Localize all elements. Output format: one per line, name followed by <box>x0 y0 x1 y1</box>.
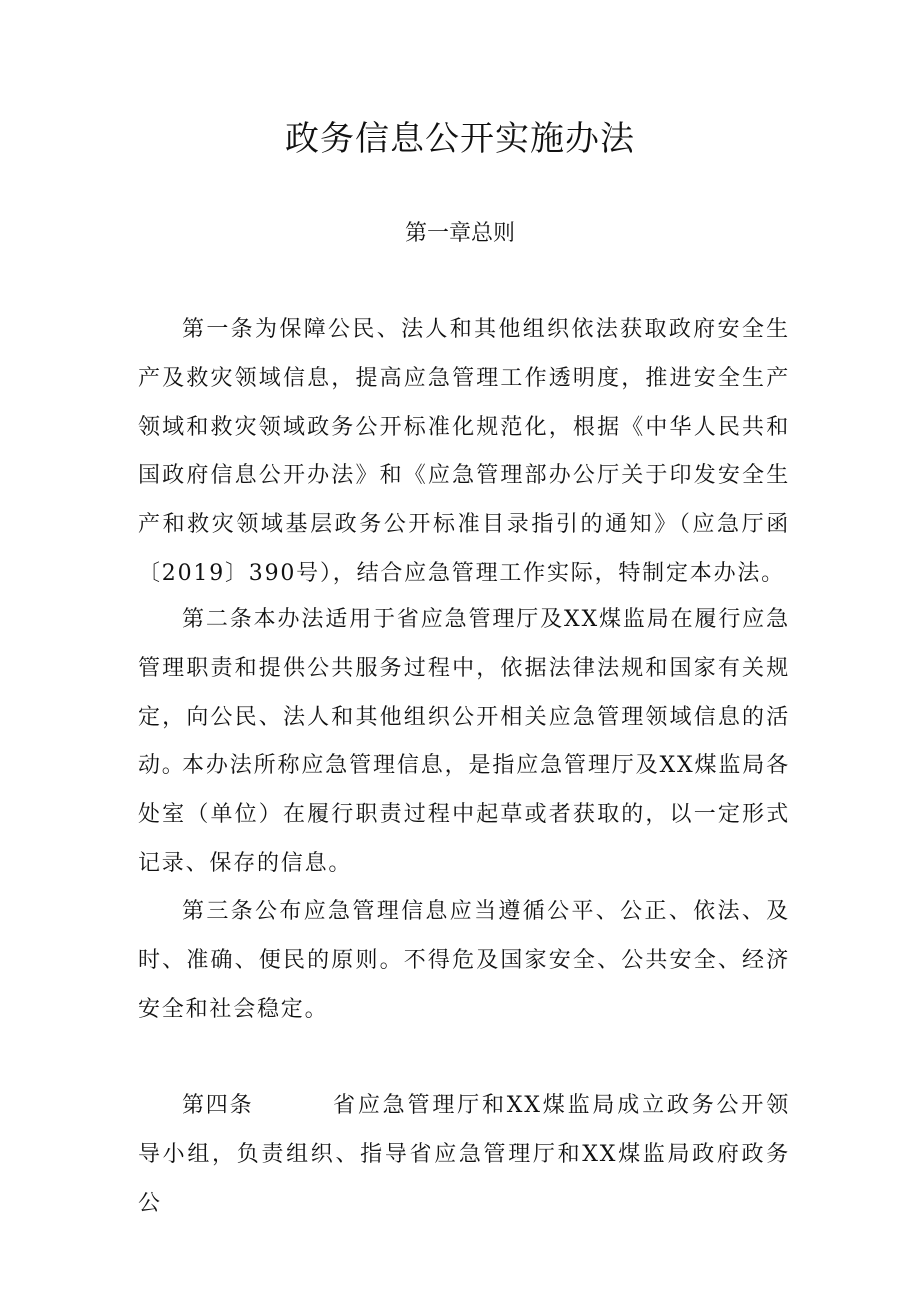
chapter-heading: 第一章总则 <box>404 221 515 246</box>
article-3-paragraph: 第三条公布应急管理信息应当遵循公平、公正、依法、及时、准确、便民的原则。不得危及国家安全、公共安全、经济安全和社会稳定。 <box>138 899 790 1022</box>
article-4-text: 省应急管理厅和XX煤监局成立政务公开领导小组，负责组织、指导省应急管理厅和XX煤监局政府政务公 <box>138 1093 790 1216</box>
definition-paragraph: 本办法所称应急管理信息，是指应急管理厅及XX煤监局各处室（单位）在履行职责过程中起草或者获取的，以一定形式记录、保存的信息。 <box>138 753 790 876</box>
article-4-paragraph <box>138 1082 790 1228</box>
article-2-paragraph: 第二条本办法适用于省应急管理厅及XX煤监局在履行应急管理职责和提供公共服务过程中，依据法律法规和国家有关规定，向公民、法人和其他组织公开相关应急管理领域信息的活动。 <box>138 607 790 779</box>
article-1-paragraph: 第一条为保障公民、法人和其他组织依法获取政府安全生产及救灾领域信息，提高应急管理工作透明度，推进安全生产领域和救灾领域政务公开标准化规范化，根据《中华人民共和国政府信息公开办法》和《应急管理部办公厅关于印发安全生产和救灾领域基层政务公开标准目录指引的通知》（应急厅函〔2019〕390号），结合应急管理工作实际，特制定本办法。 <box>138 317 790 586</box>
article-4-label: 第四条 <box>182 1093 254 1118</box>
document-title: 政务信息公开实施办法 <box>285 119 635 159</box>
